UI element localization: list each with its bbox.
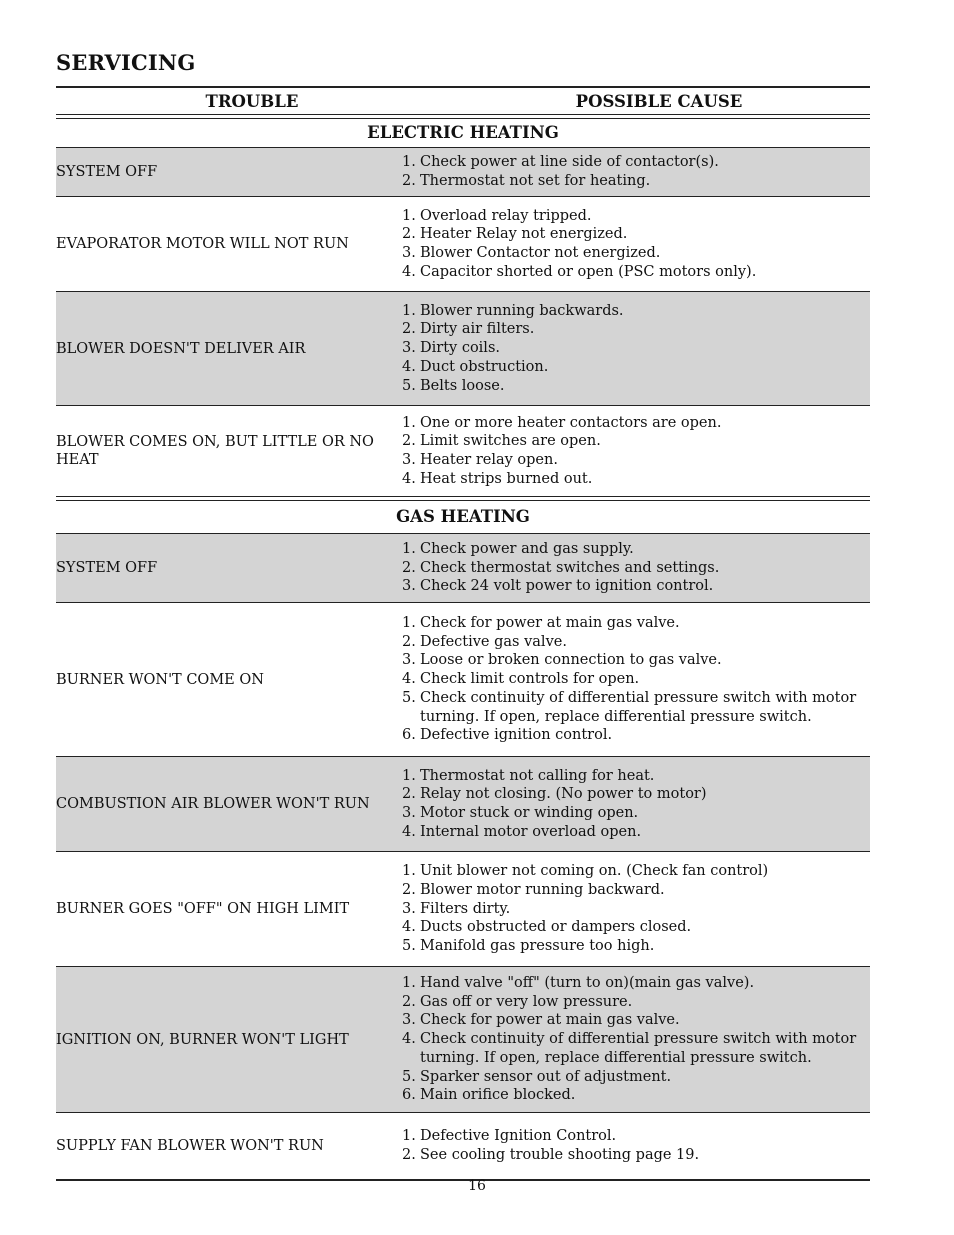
trouble-cell: EVAPORATOR MOTOR WILL NOT RUN [56, 236, 349, 252]
cause-item: 4. Internal motor overload open. [402, 823, 642, 840]
cause-list [402, 302, 870, 396]
cause-item: 2. Relay not closing. (No power to motor) [402, 786, 707, 803]
cause-item: 2. Heater Relay not energized. [402, 226, 628, 243]
cause-item: 1. Overload relay tripped. [402, 207, 592, 224]
cause-item: 1. Thermostat not calling for heat. [402, 767, 655, 784]
cause-item: 2. Defective gas valve. [402, 633, 567, 650]
cause-list [402, 974, 870, 1105]
cause-item: 6. Defective ignition control. [402, 727, 613, 744]
cause-item: 2. Dirty air filters. [402, 321, 535, 338]
cause-item: 5. Sparker sensor out of adjustment. [402, 1068, 672, 1085]
section-title-electric-heating: ELECTRIC HEATING [367, 123, 559, 142]
troubleshooting-table [56, 86, 870, 1181]
cause-list [402, 540, 870, 596]
cause-item: 4. Check limit controls for open. [402, 671, 640, 688]
cause-list [402, 414, 870, 489]
cause-item: 1. Blower running backwards. [402, 302, 624, 319]
trouble-cell: BLOWER DOESN'T DELIVER AIR [56, 340, 306, 357]
cause-item: 3. Filters dirty. [402, 900, 511, 917]
cause-item: 2. Blower motor running backward. [402, 881, 665, 898]
trouble-cell: BURNER GOES "OFF" ON HIGH LIMIT [56, 901, 350, 917]
cause-item: 3. Dirty coils. [402, 340, 500, 357]
cause-item: 2. Gas off or very low pressure. [402, 993, 633, 1010]
cause-item: 1. Check for power at main gas valve. [402, 615, 680, 632]
cause-list [402, 862, 870, 956]
cause-item: 5. Check continuity of differential pressure switch with motor turning. If open, replace differential pressure switch. [402, 689, 857, 725]
cause-item: 3. Loose or broken connection to gas valve. [402, 652, 722, 669]
cause-list [402, 207, 870, 282]
table-row [56, 291, 870, 405]
cause-item: 1. Defective Ignition Control. [402, 1128, 617, 1145]
cause-item: 2. Thermostat not set for heating. [402, 173, 651, 189]
table-row [56, 196, 870, 291]
cause-list [402, 153, 870, 190]
trouble-cell: COMBUSTION AIR BLOWER WON'T RUN [56, 796, 370, 812]
cause-list [402, 1127, 870, 1164]
table-row [56, 533, 870, 602]
cause-item: 2. See cooling trouble shooting page 19. [402, 1147, 700, 1163]
trouble-cell: IGNITION ON, BURNER WON'T LIGHT [56, 1031, 349, 1048]
table-row [56, 1112, 870, 1179]
cause-item: 3. Heater relay open. [402, 452, 558, 468]
table-row [56, 602, 870, 756]
cause-item: 3. Check 24 volt power to ignition control. [402, 578, 714, 595]
cause-item: 2. Check thermostat switches and settings. [402, 559, 720, 576]
trouble-cell: SUPPLY FAN BLOWER WON'T RUN [56, 1138, 324, 1154]
cause-item: 1. Check power at line side of contactor(s). [402, 154, 719, 171]
table-row [56, 966, 870, 1112]
table-row [56, 405, 870, 496]
cause-item: 1. One or more heater contactors are open. [402, 414, 722, 431]
cause-item: 1. Unit blower not coming on. (Check fan control) [402, 863, 769, 880]
cause-item: 1. Hand valve "off" (turn to on)(main gas valve). [402, 975, 755, 992]
cause-item: 4. Duct obstruction. [402, 358, 549, 375]
cause-item: 2. Limit switches are open. [402, 433, 601, 450]
cause-item: 4. Check continuity of differential pressure switch with motor turning. If open, replace differential pressure switch. [402, 1031, 857, 1066]
column-headers [56, 88, 870, 114]
page-title: SERVICING [56, 50, 196, 75]
cause-item: 3. Blower Contactor not energized. [402, 245, 661, 261]
header-possible-cause: POSSIBLE CAUSE [575, 91, 743, 111]
table-row [56, 851, 870, 966]
trouble-cell: SYSTEM OFF [56, 560, 158, 576]
cause-item: 1. Check power and gas supply. [402, 540, 634, 557]
cause-item: 3. Motor stuck or winding open. [402, 805, 639, 821]
trouble-cell: SYSTEM OFF [56, 164, 158, 180]
section-title-gas-heating: GAS HEATING [396, 507, 530, 526]
cause-item: 4. Heat strips burned out. [402, 470, 593, 487]
table-row [56, 147, 870, 196]
cause-item: 4. Ducts obstructed or dampers closed. [402, 919, 692, 936]
cause-item: 5. Belts loose. [402, 377, 505, 394]
cause-list [402, 614, 870, 745]
header-trouble: TROUBLE [205, 91, 299, 111]
cause-item: 3. Check for power at main gas valve. [402, 1012, 680, 1029]
trouble-cell: BLOWER COMES ON, BUT LITTLE OR NO HEAT [56, 434, 374, 468]
table-row [56, 756, 870, 851]
cause-list [402, 767, 870, 842]
cause-item: 6. Main orifice blocked. [402, 1087, 576, 1104]
cause-item: 5. Manifold gas pressure too high. [402, 938, 655, 955]
trouble-cell: BURNER WON'T COME ON [56, 671, 264, 688]
page-number: 16 [468, 1178, 486, 1194]
cause-item: 4. Capacitor shorted or open (PSC motors only). [402, 263, 757, 280]
